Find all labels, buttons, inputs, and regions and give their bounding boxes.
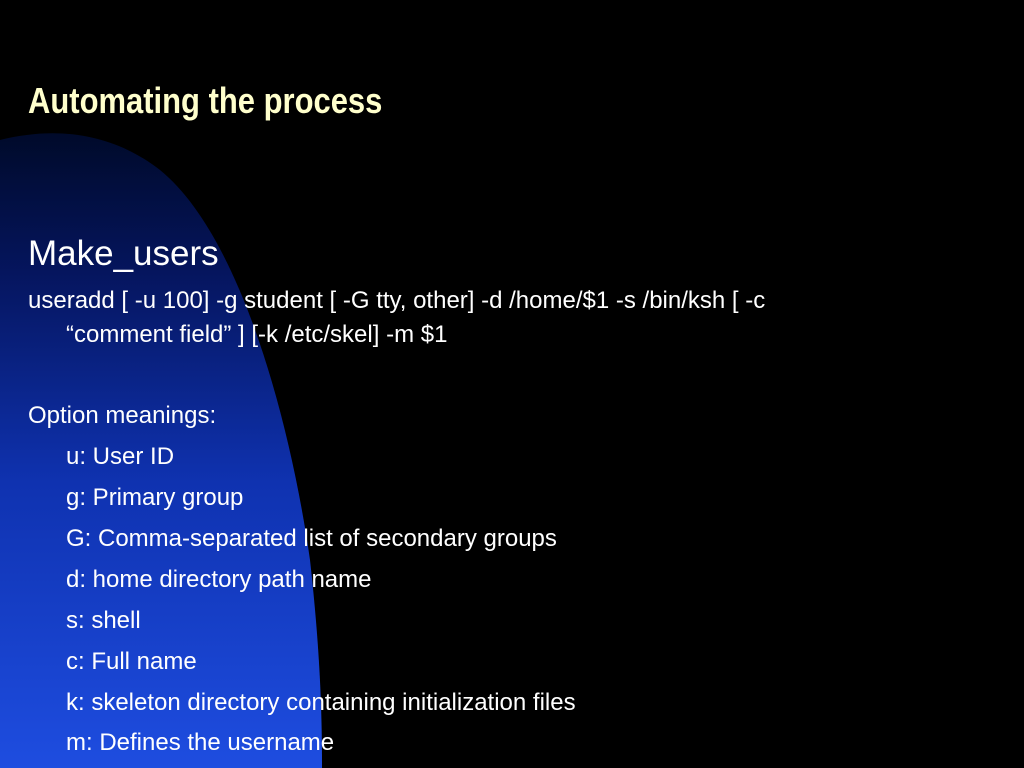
section-heading: Make_users [28, 234, 219, 273]
option-item-s: s: shell [66, 607, 141, 634]
option-item-g: g: Primary group [66, 484, 244, 511]
option-item-u: u: User ID [66, 443, 175, 470]
command-line-2: “comment field” ] [-k /etc/skel] -m $1 [66, 321, 448, 348]
slide-title: Automating the process [28, 80, 383, 121]
option-item-d: d: home directory path name [66, 566, 372, 593]
option-item-G: G: Comma-separated list of secondary groups [66, 525, 557, 552]
option-item-k: k: skeleton directory containing initialization files [66, 689, 576, 716]
options-heading: Option meanings: [28, 402, 217, 429]
option-item-m: m: Defines the username [66, 729, 335, 756]
command-line-1: useradd [ -u 100] -g student [ -G tty, other] -d /home/$1 -s /bin/ksh [ -c [28, 287, 766, 314]
option-item-c: c: Full name [66, 648, 197, 675]
